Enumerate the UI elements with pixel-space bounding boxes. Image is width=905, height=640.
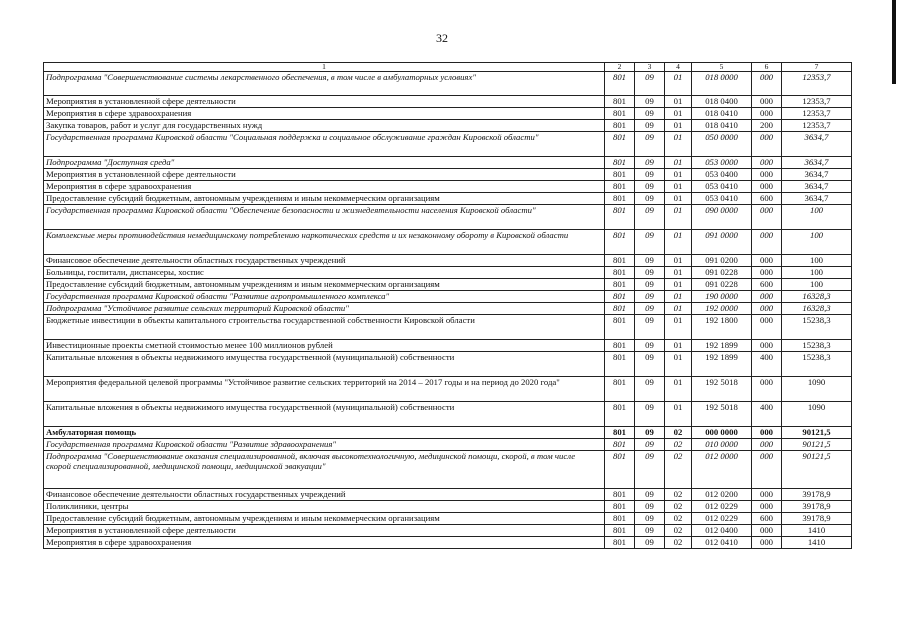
table-row — [44, 181, 852, 193]
section-cell: 09 — [635, 291, 665, 303]
amount-cell: 100 — [782, 230, 852, 255]
subsection-cell: 02 — [665, 513, 692, 525]
subsection-cell: 02 — [665, 451, 692, 489]
page-number: 32 — [436, 31, 448, 45]
admin-code-cell: 801 — [605, 193, 635, 205]
table-row — [44, 193, 852, 205]
admin-code-cell: 801 — [605, 427, 635, 439]
subsection-cell: 01 — [665, 132, 692, 157]
admin-code-cell: 801 — [605, 439, 635, 451]
table-row — [44, 427, 852, 439]
target-article-cell: 190 0000 — [692, 291, 752, 303]
item-name-cell: Капитальные вложения в объекты недвижимого имущества государственной (муниципальной) собственности — [44, 352, 605, 377]
section-cell: 09 — [635, 439, 665, 451]
section-cell: 09 — [635, 513, 665, 525]
section-cell: 09 — [635, 377, 665, 402]
expense-type-cell: 400 — [752, 402, 782, 427]
admin-code-cell: 801 — [605, 537, 635, 549]
target-article-cell: 053 0410 — [692, 193, 752, 205]
amount-cell: 3634,7 — [782, 157, 852, 169]
admin-code-cell: 801 — [605, 340, 635, 352]
table-row — [44, 72, 852, 96]
item-name-cell: Подпрограмма "Устойчивое развитие сельских территорий Кировской области" — [44, 303, 605, 315]
amount-cell: 100 — [782, 255, 852, 267]
expense-type-cell: 000 — [752, 96, 782, 108]
item-name-cell: Государственная программа Кировской области "Развитие агропромышленного комплекса" — [44, 291, 605, 303]
amount-cell: 100 — [782, 267, 852, 279]
amount-cell: 12353,7 — [782, 72, 852, 96]
target-article-cell: 012 0200 — [692, 489, 752, 501]
subsection-cell: 01 — [665, 291, 692, 303]
subsection-cell: 01 — [665, 315, 692, 340]
admin-code-cell: 801 — [605, 255, 635, 267]
subsection-cell: 02 — [665, 525, 692, 537]
amount-cell: 90121,5 — [782, 451, 852, 489]
header-row — [44, 63, 852, 72]
target-article-cell: 012 0400 — [692, 525, 752, 537]
table-row — [44, 120, 852, 132]
subsection-cell: 01 — [665, 340, 692, 352]
section-cell: 09 — [635, 427, 665, 439]
expense-type-cell: 000 — [752, 230, 782, 255]
section-cell: 09 — [635, 255, 665, 267]
target-article-cell: 192 1899 — [692, 352, 752, 377]
table-row — [44, 402, 852, 427]
amount-cell: 90121,5 — [782, 427, 852, 439]
column-header: 4 — [665, 63, 692, 72]
section-cell: 09 — [635, 108, 665, 120]
admin-code-cell: 801 — [605, 315, 635, 340]
item-name-cell: Мероприятия в сфере здравоохранения — [44, 108, 605, 120]
target-article-cell: 091 0228 — [692, 279, 752, 291]
admin-code-cell: 801 — [605, 303, 635, 315]
item-name-cell: Мероприятия федеральной целевой программы "Устойчивое развитие сельских территорий на 2014 – 2017 годы и на период до 2020 года" — [44, 377, 605, 402]
subsection-cell: 01 — [665, 279, 692, 291]
item-name-cell: Инвестиционные проекты сметной стоимостью менее 100 миллионов рублей — [44, 340, 605, 352]
subsection-cell: 01 — [665, 72, 692, 96]
subsection-cell: 01 — [665, 267, 692, 279]
item-name-cell: Поликлиники, центры — [44, 501, 605, 513]
item-name-cell: Государственная программа Кировской области "Социальная поддержка и социальное обслуживание граждан Кировской области" — [44, 132, 605, 157]
item-name-cell: Мероприятия в установленной сфере деятельности — [44, 96, 605, 108]
amount-cell: 12353,7 — [782, 96, 852, 108]
subsection-cell: 01 — [665, 303, 692, 315]
table-row — [44, 230, 852, 255]
subsection-cell: 01 — [665, 205, 692, 230]
section-cell: 09 — [635, 181, 665, 193]
section-cell: 09 — [635, 72, 665, 96]
target-article-cell: 012 0000 — [692, 451, 752, 489]
admin-code-cell: 801 — [605, 279, 635, 291]
item-name-cell: Амбулаторная помощь — [44, 427, 605, 439]
subsection-cell: 02 — [665, 427, 692, 439]
section-cell: 09 — [635, 230, 665, 255]
expense-type-cell: 000 — [752, 537, 782, 549]
admin-code-cell: 801 — [605, 230, 635, 255]
target-article-cell: 012 0229 — [692, 513, 752, 525]
item-name-cell: Предоставление субсидий бюджетным, автономным учреждениям и иным некоммерческим организациям — [44, 279, 605, 291]
subsection-cell: 01 — [665, 377, 692, 402]
amount-cell: 100 — [782, 279, 852, 291]
column-header: 1 — [44, 63, 605, 72]
item-name-cell: Государственная программа Кировской области "Развитие здравоохранения" — [44, 439, 605, 451]
table-row — [44, 205, 852, 230]
amount-cell: 100 — [782, 205, 852, 230]
amount-cell: 3634,7 — [782, 193, 852, 205]
section-cell: 09 — [635, 193, 665, 205]
amount-cell: 3634,7 — [782, 132, 852, 157]
column-header: 7 — [782, 63, 852, 72]
target-article-cell: 018 0400 — [692, 96, 752, 108]
amount-cell: 1090 — [782, 377, 852, 402]
item-name-cell: Комплексные меры противодействия немедицинскому потреблению наркотических средств и их незаконному обороту в Кировской области — [44, 230, 605, 255]
expense-type-cell: 200 — [752, 120, 782, 132]
section-cell: 09 — [635, 132, 665, 157]
admin-code-cell: 801 — [605, 132, 635, 157]
amount-cell: 1410 — [782, 537, 852, 549]
item-name-cell: Финансовое обеспечение деятельности областных государственных учреждений — [44, 489, 605, 501]
expense-type-cell: 000 — [752, 169, 782, 181]
subsection-cell: 01 — [665, 402, 692, 427]
expense-type-cell: 000 — [752, 340, 782, 352]
subsection-cell: 02 — [665, 537, 692, 549]
expense-type-cell: 000 — [752, 489, 782, 501]
item-name-cell: Больницы, госпитали, диспансеры, хоспис — [44, 267, 605, 279]
amount-cell: 15238,3 — [782, 340, 852, 352]
target-article-cell: 091 0000 — [692, 230, 752, 255]
expense-type-cell: 000 — [752, 255, 782, 267]
table-row — [44, 291, 852, 303]
column-header: 3 — [635, 63, 665, 72]
target-article-cell: 192 5018 — [692, 402, 752, 427]
column-header: 6 — [752, 63, 782, 72]
item-name-cell: Мероприятия в установленной сфере деятельности — [44, 169, 605, 181]
page-edge-mark — [892, 0, 896, 84]
subsection-cell: 02 — [665, 501, 692, 513]
admin-code-cell: 801 — [605, 267, 635, 279]
table-row — [44, 267, 852, 279]
target-article-cell: 192 1800 — [692, 315, 752, 340]
admin-code-cell: 801 — [605, 181, 635, 193]
table-row — [44, 525, 852, 537]
expense-type-cell: 600 — [752, 513, 782, 525]
expense-type-cell: 000 — [752, 157, 782, 169]
item-name-cell: Предоставление субсидий бюджетным, автономным учреждениям и иным некоммерческим организациям — [44, 193, 605, 205]
expense-type-cell: 000 — [752, 108, 782, 120]
expense-type-cell: 400 — [752, 352, 782, 377]
table-row — [44, 513, 852, 525]
section-cell: 09 — [635, 303, 665, 315]
table-row — [44, 303, 852, 315]
expense-type-cell: 000 — [752, 439, 782, 451]
amount-cell: 15238,3 — [782, 352, 852, 377]
amount-cell: 3634,7 — [782, 181, 852, 193]
expense-type-cell: 000 — [752, 267, 782, 279]
amount-cell: 16328,3 — [782, 291, 852, 303]
expense-type-cell: 600 — [752, 193, 782, 205]
section-cell: 09 — [635, 352, 665, 377]
item-name-cell: Финансовое обеспечение деятельности областных государственных учреждений — [44, 255, 605, 267]
expense-type-cell: 000 — [752, 72, 782, 96]
table-row — [44, 439, 852, 451]
admin-code-cell: 801 — [605, 402, 635, 427]
item-name-cell: Мероприятия в установленной сфере деятельности — [44, 525, 605, 537]
target-article-cell: 192 1899 — [692, 340, 752, 352]
item-name-cell: Закупка товаров, работ и услуг для государственных нужд — [44, 120, 605, 132]
item-name-cell: Мероприятия в сфере здравоохранения — [44, 537, 605, 549]
admin-code-cell: 801 — [605, 513, 635, 525]
column-header: 2 — [605, 63, 635, 72]
budget-table — [43, 62, 852, 549]
subsection-cell: 01 — [665, 181, 692, 193]
target-article-cell: 012 0410 — [692, 537, 752, 549]
table-row — [44, 96, 852, 108]
admin-code-cell: 801 — [605, 72, 635, 96]
section-cell: 09 — [635, 96, 665, 108]
table-row — [44, 108, 852, 120]
subsection-cell: 01 — [665, 230, 692, 255]
amount-cell: 12353,7 — [782, 108, 852, 120]
section-cell: 09 — [635, 489, 665, 501]
target-article-cell: 053 0000 — [692, 157, 752, 169]
section-cell: 09 — [635, 120, 665, 132]
table-row — [44, 451, 852, 489]
item-name-cell: Капитальные вложения в объекты недвижимого имущества государственной (муниципальной) собственности — [44, 402, 605, 427]
section-cell: 09 — [635, 157, 665, 169]
amount-cell: 12353,7 — [782, 120, 852, 132]
expense-type-cell: 000 — [752, 291, 782, 303]
item-name-cell: Подпрограмма "Совершенствование оказания специализированной, включая высокотехнологичную, медицинской помощи, скорой, в том числе скорой специализированной, медицинской помощи, медицинской эвакуации" — [44, 451, 605, 489]
expense-type-cell: 000 — [752, 377, 782, 402]
subsection-cell: 01 — [665, 96, 692, 108]
table-row — [44, 489, 852, 501]
admin-code-cell: 801 — [605, 108, 635, 120]
subsection-cell: 01 — [665, 352, 692, 377]
subsection-cell: 01 — [665, 157, 692, 169]
table-row — [44, 537, 852, 549]
column-header: 5 — [692, 63, 752, 72]
admin-code-cell: 801 — [605, 205, 635, 230]
item-name-cell: Государственная программа Кировской области "Обеспечение безопасности и жизнедеятельности населения Кировской области" — [44, 205, 605, 230]
admin-code-cell: 801 — [605, 291, 635, 303]
section-cell: 09 — [635, 340, 665, 352]
target-article-cell: 053 0400 — [692, 169, 752, 181]
target-article-cell: 091 0200 — [692, 255, 752, 267]
expense-type-cell: 000 — [752, 181, 782, 193]
amount-cell: 15238,3 — [782, 315, 852, 340]
amount-cell: 39178,9 — [782, 513, 852, 525]
admin-code-cell: 801 — [605, 377, 635, 402]
subsection-cell: 02 — [665, 489, 692, 501]
admin-code-cell: 801 — [605, 451, 635, 489]
table-row — [44, 352, 852, 377]
item-name-cell: Подпрограмма "Совершенствование системы лекарственного обеспечения, в том числе в амбулаторных условиях" — [44, 72, 605, 96]
section-cell: 09 — [635, 169, 665, 181]
table-row — [44, 340, 852, 352]
table-row — [44, 132, 852, 157]
expense-type-cell: 600 — [752, 279, 782, 291]
admin-code-cell: 801 — [605, 169, 635, 181]
admin-code-cell: 801 — [605, 352, 635, 377]
table-row — [44, 169, 852, 181]
item-name-cell: Мероприятия в сфере здравоохранения — [44, 181, 605, 193]
admin-code-cell: 801 — [605, 525, 635, 537]
target-article-cell: 090 0000 — [692, 205, 752, 230]
item-name-cell: Предоставление субсидий бюджетным, автономным учреждениям и иным некоммерческим организациям — [44, 513, 605, 525]
target-article-cell: 018 0000 — [692, 72, 752, 96]
subsection-cell: 01 — [665, 255, 692, 267]
subsection-cell: 01 — [665, 169, 692, 181]
target-article-cell: 091 0228 — [692, 267, 752, 279]
table-row — [44, 501, 852, 513]
expense-type-cell: 000 — [752, 132, 782, 157]
expense-type-cell: 000 — [752, 303, 782, 315]
expense-type-cell: 000 — [752, 451, 782, 489]
subsection-cell: 02 — [665, 439, 692, 451]
section-cell: 09 — [635, 525, 665, 537]
target-article-cell: 010 0000 — [692, 439, 752, 451]
section-cell: 09 — [635, 501, 665, 513]
table-row — [44, 279, 852, 291]
amount-cell: 1410 — [782, 525, 852, 537]
section-cell: 09 — [635, 451, 665, 489]
item-name-cell: Бюджетные инвестиции в объекты капитального строительства государственной собственности Кировской области — [44, 315, 605, 340]
target-article-cell: 012 0229 — [692, 501, 752, 513]
amount-cell: 39178,9 — [782, 489, 852, 501]
admin-code-cell: 801 — [605, 489, 635, 501]
admin-code-cell: 801 — [605, 120, 635, 132]
subsection-cell: 01 — [665, 193, 692, 205]
table-row — [44, 315, 852, 340]
expense-type-cell: 000 — [752, 525, 782, 537]
table-row — [44, 157, 852, 169]
admin-code-cell: 801 — [605, 157, 635, 169]
amount-cell: 90121,5 — [782, 439, 852, 451]
target-article-cell: 000 0000 — [692, 427, 752, 439]
target-article-cell: 050 0000 — [692, 132, 752, 157]
subsection-cell: 01 — [665, 120, 692, 132]
amount-cell: 1090 — [782, 402, 852, 427]
subsection-cell: 01 — [665, 108, 692, 120]
table-row — [44, 255, 852, 267]
section-cell: 09 — [635, 205, 665, 230]
target-article-cell: 053 0410 — [692, 181, 752, 193]
expense-type-cell: 000 — [752, 501, 782, 513]
admin-code-cell: 801 — [605, 501, 635, 513]
item-name-cell: Подпрограмма "Доступная среда" — [44, 157, 605, 169]
section-cell: 09 — [635, 537, 665, 549]
admin-code-cell: 801 — [605, 96, 635, 108]
table-row — [44, 377, 852, 402]
expense-type-cell: 000 — [752, 427, 782, 439]
amount-cell: 39178,9 — [782, 501, 852, 513]
section-cell: 09 — [635, 402, 665, 427]
target-article-cell: 192 5018 — [692, 377, 752, 402]
target-article-cell: 018 0410 — [692, 108, 752, 120]
section-cell: 09 — [635, 279, 665, 291]
target-article-cell: 192 0000 — [692, 303, 752, 315]
amount-cell: 16328,3 — [782, 303, 852, 315]
section-cell: 09 — [635, 315, 665, 340]
target-article-cell: 018 0410 — [692, 120, 752, 132]
expense-type-cell: 000 — [752, 315, 782, 340]
expense-type-cell: 000 — [752, 205, 782, 230]
amount-cell: 3634,7 — [782, 169, 852, 181]
section-cell: 09 — [635, 267, 665, 279]
